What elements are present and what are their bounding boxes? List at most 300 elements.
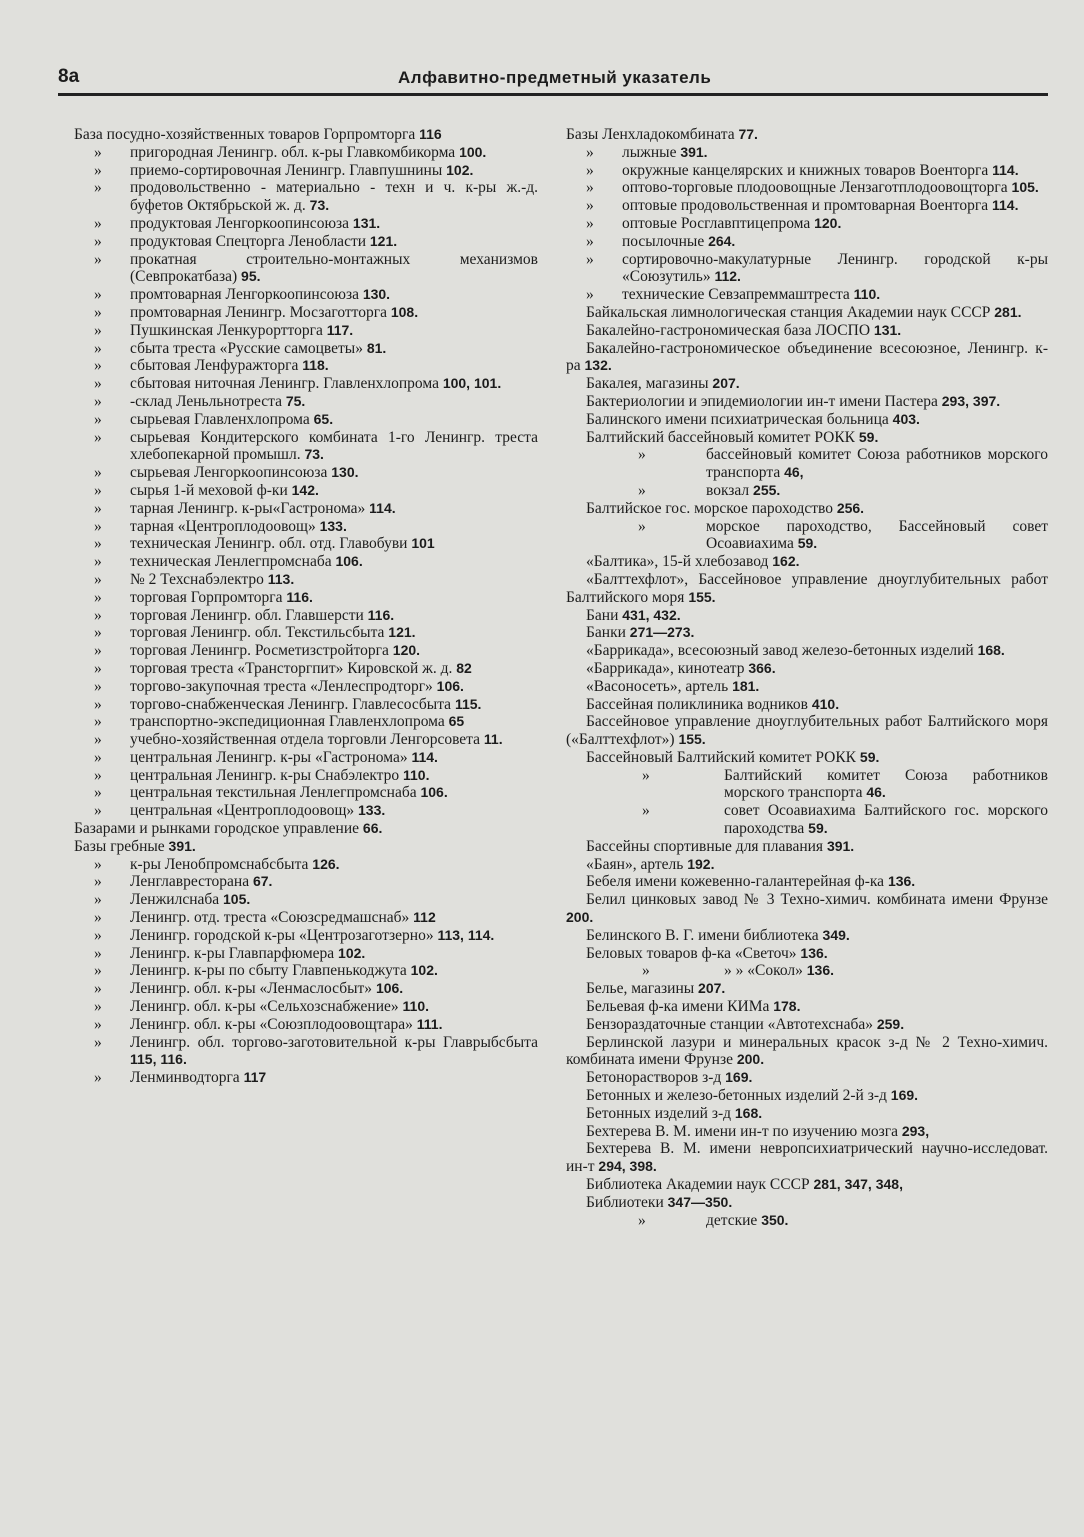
entry-text: Бебеля имени кожевенно-галантерейная ф-ка <box>586 873 888 891</box>
index-entry <box>74 553 538 571</box>
right-column <box>566 126 1048 1229</box>
entry-pages: 102. <box>338 944 366 961</box>
index-entry <box>74 767 538 785</box>
index-entry <box>74 873 538 891</box>
index-entry <box>74 411 538 429</box>
entry-text: приемо-сортировочная Ленингр. Главпушнины <box>130 161 447 179</box>
index-entry <box>566 233 1048 251</box>
entry-text: посылочные <box>622 232 709 250</box>
index-entry <box>74 1034 538 1070</box>
entry-pages: 271—273. <box>629 624 695 641</box>
entry-text: центральная Ленингр. к-ры «Гастронома» <box>130 748 412 766</box>
index-entry <box>74 962 538 980</box>
index-entry <box>74 1069 538 1087</box>
index-entry <box>566 251 1048 287</box>
entry-pages: 116 <box>419 126 442 142</box>
entry-text: Бакалейно-гастрономическая база ЛОСПО <box>586 321 874 339</box>
entry-text: морское пароходство, Бассейновый совет Осоавиахима <box>706 517 1048 553</box>
index-entry <box>566 1105 1048 1123</box>
entry-text: сбытовая Ленфуражторга <box>130 357 303 375</box>
entry-text: Базы гребные <box>74 837 169 855</box>
entry-pages: 155. <box>688 588 716 605</box>
entry-pages: 81. <box>366 339 387 356</box>
entry-pages: 130. <box>331 464 359 481</box>
index-entry <box>566 980 1048 998</box>
index-entry <box>74 500 538 518</box>
entry-text: вокзал <box>706 481 754 499</box>
entry-text: торгово-закупочная треста «Ленлеспродторг» <box>130 677 437 695</box>
index-entry <box>74 784 538 802</box>
index-entry <box>566 500 1048 518</box>
entry-text: Бетонных изделий з-д <box>586 1104 735 1122</box>
entry-pages: 115, 116. <box>130 1051 187 1068</box>
entry-pages: 100, 101. <box>442 375 502 392</box>
entry-text: Ленжилснаба <box>130 891 224 909</box>
entry-text: Библиотеки <box>586 1193 668 1211</box>
index-entry <box>74 233 538 251</box>
index-entry <box>74 322 538 340</box>
index-entry <box>74 642 538 660</box>
entry-pages: 294, 398. <box>598 1158 657 1175</box>
left-column <box>74 126 538 1087</box>
entry-pages: 169. <box>725 1069 753 1086</box>
entry-pages: 101 <box>411 535 435 552</box>
entry-text: оптово-торговые плодоовощные Лензаготплодоовощторга <box>622 179 1012 197</box>
entry-pages: 136. <box>806 962 834 979</box>
entry-pages: 116. <box>286 588 313 605</box>
entry-pages: 178. <box>773 998 801 1015</box>
page-number: 8а <box>58 66 80 87</box>
index-entry <box>74 945 538 963</box>
entry-pages: 181. <box>732 677 760 694</box>
index-entry <box>74 375 538 393</box>
entry-pages: 131. <box>352 214 381 231</box>
index-entry <box>566 607 1048 625</box>
entry-text: транспортно-экспедиционная Главленхлопрома <box>130 713 449 731</box>
index-entry <box>566 393 1048 411</box>
entry-pages: 100. <box>459 143 487 160</box>
index-entry <box>566 215 1048 233</box>
index-entry <box>566 518 1048 554</box>
index-entry <box>566 197 1048 215</box>
index-entry <box>74 535 538 553</box>
entry-text: Ленингр. к-ры по сбыту Главпенькоджута <box>130 962 411 980</box>
entry-text: промтоварная Ленгоркоопинсоюза <box>130 286 363 304</box>
entry-text: окружные канцелярских и книжных товаров Военторга <box>622 161 993 179</box>
index-entry <box>74 927 538 945</box>
entry-pages: 130. <box>362 286 391 303</box>
entry-pages: 142. <box>291 481 319 498</box>
entry-pages: 132. <box>584 357 612 374</box>
entry-text: Бассейны спортивные для плавания <box>586 837 827 855</box>
index-entry <box>566 749 1048 767</box>
index-entry <box>566 1123 1048 1141</box>
index-entry <box>74 482 538 500</box>
index-entry <box>74 144 538 162</box>
entry-text: Ленингр. обл. к-ры «Сельхозснабжение» <box>130 998 403 1016</box>
entry-text: Бетонорастворов з-д <box>586 1069 726 1087</box>
index-entry <box>566 1176 1048 1194</box>
entry-text: Байкальская лимнологическая станция Академии наук СССР <box>586 303 995 321</box>
entry-text: Ленингр. к-ры Главпарфюмера <box>130 944 339 962</box>
index-entry <box>566 571 1048 607</box>
entry-text: Бассейновый Балтийский комитет РОКК <box>586 748 860 766</box>
index-entry <box>74 731 538 749</box>
entry-text: № 2 Техснабэлектро <box>130 570 268 588</box>
entry-pages: 46, <box>784 464 804 481</box>
index-entry <box>74 696 538 714</box>
entry-text: торговая треста «Трансторгпит» Кировской ж. д. <box>130 659 457 677</box>
index-entry <box>566 162 1048 180</box>
entry-pages: 106. <box>375 980 404 997</box>
entry-text: Ленглавресторана <box>130 873 253 891</box>
entry-pages: 105. <box>223 891 251 908</box>
entry-text: Библиотека Академии наук СССР <box>586 1176 814 1194</box>
entry-pages: 75. <box>285 392 306 409</box>
index-entry <box>74 126 538 144</box>
entry-pages: 59. <box>808 820 828 837</box>
entry-text: «Васоносеть», артель <box>586 677 733 695</box>
index-entry <box>74 820 538 838</box>
entry-text: Базы Ленхладокомбината <box>566 126 739 143</box>
index-entry <box>566 891 1048 927</box>
index-entry <box>74 624 538 642</box>
index-entry <box>566 945 1048 963</box>
entry-pages: 115. <box>454 695 482 712</box>
entry-pages: 106. <box>420 784 448 801</box>
entry-text: сортировочно-макулатурные Ленингр. городской к-ры «Союзутиль» <box>622 250 1048 286</box>
index-entry <box>74 251 538 287</box>
entry-pages: 349. <box>822 926 850 943</box>
entry-text: Банки <box>586 624 630 642</box>
index-entry <box>74 678 538 696</box>
entry-text: продуктовая Спецторга Ленобласти <box>130 232 370 250</box>
entry-text: Белинского В. Г. имени библиотека <box>586 926 823 944</box>
entry-pages: 120. <box>814 214 842 231</box>
entry-pages: 110. <box>402 998 430 1015</box>
index-entry <box>566 962 1048 980</box>
index-entry <box>74 891 538 909</box>
entry-text: центральная «Центроплодоовощ» <box>130 802 359 820</box>
index-entry <box>74 393 538 411</box>
index-entry <box>74 980 538 998</box>
entry-pages: 391. <box>168 837 196 854</box>
entry-pages: 106. <box>436 677 464 694</box>
entry-pages: 162. <box>772 553 800 570</box>
entry-pages: 133. <box>319 517 347 534</box>
index-entry <box>74 357 538 375</box>
entry-text: промтоварная Ленингр. Мосзаготторга <box>130 303 391 321</box>
entry-pages: 117. <box>326 321 354 338</box>
entry-pages: 65. <box>313 410 334 427</box>
entry-text: » » «Сокол» <box>724 962 807 980</box>
index-entry <box>566 1140 1048 1176</box>
index-entry <box>566 678 1048 696</box>
entry-pages: 192. <box>687 855 715 872</box>
index-entry <box>566 322 1048 340</box>
index-entry <box>74 909 538 927</box>
entry-text: Бассейная поликлиника водников <box>586 695 812 713</box>
entry-text: Бассейновое управление дноуглубительных работ Балтийского моря («Балттехфлот») <box>566 713 1048 749</box>
index-entry <box>566 767 1048 803</box>
page-title: Алфавитно-предметный указатель <box>398 68 712 87</box>
entry-text: Ленингр. городской к-ры «Центрозаготзерно» <box>130 926 438 944</box>
entry-pages: 66. <box>362 820 383 837</box>
entry-pages: 259. <box>876 1015 905 1032</box>
entry-text: центральная Ленингр. к-ры Снабэлектро <box>130 766 403 784</box>
index-entry <box>566 713 1048 749</box>
index-entry <box>74 1016 538 1034</box>
entry-text: техническая Ленингр. обл. отд. Главобуви <box>130 535 412 553</box>
entry-text: «Баррикада», кинотеатр <box>586 659 749 677</box>
entry-text: сырьевая Кондитерского комбината 1-го Ленингр. треста хлебопекарной промышл. <box>130 428 538 464</box>
entry-text: центральная текстильная Ленлегпромснаба <box>130 784 421 802</box>
entry-pages: 121. <box>388 624 416 641</box>
index-entry <box>566 144 1048 162</box>
entry-text: Бакалея, магазины <box>586 375 713 393</box>
entry-text: Бехтерева В. М. имени ин-т по изучению мозга <box>586 1122 902 1140</box>
entry-pages: 281, 347, 348, <box>813 1176 903 1193</box>
entry-pages: 95. <box>241 268 261 285</box>
index-entry <box>74 162 538 180</box>
index-entry <box>74 856 538 874</box>
entry-pages: 110. <box>403 766 430 783</box>
entry-text: «Баян», артель <box>586 855 688 873</box>
index-entry <box>74 429 538 465</box>
entry-pages: 111. <box>416 1015 443 1032</box>
entry-text: Белил цинковых завод № 3 Техно-химич. комбината имени Фрунзе <box>586 891 1048 909</box>
index-entry <box>566 1034 1048 1070</box>
index-entry <box>566 927 1048 945</box>
entry-text: Бакалейно-гастрономическое объединение всесоюзное, Ленингр. к-ра <box>566 339 1048 375</box>
entry-pages: 403. <box>892 410 920 427</box>
page-header <box>58 66 1048 92</box>
entry-pages: 391. <box>826 837 855 854</box>
entry-text: пригородная Ленингр. обл. к-ры Главкомбикорма <box>130 143 460 161</box>
entry-text: «Балттехфлот», Бассейновое управление дноуглубительных работ Балтийского моря <box>566 570 1048 606</box>
entry-pages: 255. <box>753 481 781 498</box>
index-entry <box>566 1194 1048 1212</box>
entry-pages: 136. <box>800 944 828 961</box>
entry-text: Балтийский бассейновый комитет РОКК <box>586 428 859 446</box>
entry-pages: 102. <box>446 161 474 178</box>
entry-text: Бактериологии и эпидемиологии ин-т имени Пастера <box>586 392 942 410</box>
entry-text: прокатная строительно-монтажных механизмов (Севпрокатбаза) <box>130 250 538 286</box>
entry-text: бассейновый комитет Союза работников морского транспорта <box>706 446 1048 482</box>
entry-text: Ленминводторга <box>130 1069 244 1087</box>
index-entry <box>74 607 538 625</box>
entry-text: оптовые Росглавптицепрома <box>622 214 815 232</box>
index-entry <box>566 1016 1048 1034</box>
index-entry <box>74 179 538 215</box>
entry-pages: 46. <box>866 784 886 801</box>
entry-text: техническая Ленлегпромснаба <box>130 553 336 571</box>
entry-text: Бензораздаточные станции «Автотехснаба» <box>586 1015 877 1033</box>
entry-pages: 155. <box>678 731 706 748</box>
entry-text: детские <box>706 1211 762 1229</box>
index-entry <box>74 518 538 536</box>
index-entry <box>566 998 1048 1016</box>
entry-pages: 59. <box>858 428 879 445</box>
entry-text: сырья 1-й меховой ф-ки <box>130 481 292 499</box>
entry-text: Бельевая ф-ка имени КИМа <box>586 998 774 1016</box>
entry-text: учебно-хозяйственная отдела торговли Ленгорсовета <box>130 731 484 749</box>
index-entry <box>566 838 1048 856</box>
entry-text: сырьевая Ленгоркоопинсоюза <box>130 464 332 482</box>
entry-pages: 77. <box>738 126 758 142</box>
entry-text: Бехтерева В. М. имени невропсихиатрический научно-исследоват. ин-т <box>566 1140 1048 1176</box>
entry-pages: 73. <box>309 197 330 214</box>
entry-text: торговая Ленингр. Росметизстройторга <box>130 642 393 660</box>
entry-pages: 59. <box>859 748 880 765</box>
entry-text: продуктовая Ленгоркоопинсоюза <box>130 214 353 232</box>
index-entry <box>74 660 538 678</box>
index-entry <box>566 624 1048 642</box>
entry-pages: 168. <box>734 1104 763 1121</box>
index-entry <box>566 482 1048 500</box>
index-entry <box>566 642 1048 660</box>
entry-pages: 264. <box>708 232 736 249</box>
entry-pages: 121. <box>369 232 398 249</box>
entry-text: торгово-снабженческая Ленингр. Главлесосбыта <box>130 695 455 713</box>
index-entry <box>566 179 1048 197</box>
entry-pages: 117 <box>243 1069 267 1086</box>
entry-pages: 114. <box>992 197 1019 214</box>
index-entry <box>74 838 538 856</box>
entry-text: сырьевая Главленхлопрома <box>130 410 314 428</box>
entry-pages: 281. <box>994 303 1022 320</box>
header-rule <box>58 93 1048 96</box>
entry-text: технические Севзапреммаштреста <box>622 286 854 304</box>
entry-pages: 113. <box>267 570 295 587</box>
entry-text: Белье, магазины <box>586 980 699 998</box>
entry-text: «Баррикада», всесоюзный завод железо-бетонных изделий <box>586 642 978 660</box>
entry-text: Бетонных и железо-бетонных изделий 2-й з-д <box>586 1087 891 1105</box>
entry-pages: 168. <box>977 642 1005 659</box>
entry-pages: 133. <box>358 802 386 819</box>
entry-pages: 350. <box>761 1211 789 1228</box>
entry-text: сбыта треста «Русские самоцветы» <box>130 339 367 357</box>
entry-text: Беловых товаров ф-ка «Светоч» <box>586 944 801 962</box>
entry-pages: 110. <box>853 286 881 303</box>
index-entry <box>566 286 1048 304</box>
index-entry <box>566 856 1048 874</box>
entry-pages: 410. <box>811 695 840 712</box>
entry-pages: 256. <box>836 499 865 516</box>
entry-text: сбытовая ниточная Ленингр. Главленхлопрома <box>130 375 443 393</box>
index-entry <box>566 1212 1048 1230</box>
entry-text: торговая Ленингр. обл. Текстильсбыта <box>130 624 389 642</box>
index-entry <box>74 589 538 607</box>
entry-pages: 293, <box>901 1122 930 1139</box>
entry-text: торговая Ленингр. обл. Главшерсти <box>130 606 368 624</box>
entry-pages: 200. <box>566 909 594 926</box>
index-entry <box>566 429 1048 447</box>
entry-text: Пушкинская Ленкурортторга <box>130 321 327 339</box>
entry-pages: 169. <box>890 1087 919 1104</box>
index-entry <box>566 126 1048 144</box>
index-entry <box>74 340 538 358</box>
entry-pages: 65 <box>448 713 465 730</box>
index-entry <box>566 304 1048 322</box>
entry-pages: 82 <box>456 659 472 676</box>
index-entry <box>566 375 1048 393</box>
entry-pages: 67. <box>252 873 273 890</box>
entry-text: «Балтика», 15-й хлебозавод <box>586 553 773 571</box>
entry-pages: 11. <box>483 731 503 748</box>
index-entry <box>74 215 538 233</box>
entry-text: оптовые продовольственная и промтоварная Военторга <box>622 197 992 215</box>
entry-pages: 293, 397. <box>941 392 1001 409</box>
entry-pages: 391. <box>680 143 708 160</box>
index-entry <box>566 696 1048 714</box>
entry-pages: 106. <box>335 553 363 570</box>
entry-text: лыжные <box>622 143 681 161</box>
entry-text: Ленингр. обл. к-ры «Союзплодоовощтара» <box>130 1015 417 1033</box>
index-entry <box>566 873 1048 891</box>
entry-pages: 114. <box>411 748 438 765</box>
entry-pages: 120. <box>392 642 421 659</box>
entry-text: тарная Ленингр. к-ры«Гастронома» <box>130 499 370 517</box>
entry-text: Балинского имени психиатрическая больница <box>586 410 893 428</box>
entry-pages: 112. <box>714 268 741 285</box>
index-entry <box>74 464 538 482</box>
entry-pages: 207. <box>712 375 740 392</box>
entry-text: Ленингр. обл. к-ры «Ленмаслосбыт» <box>130 980 376 998</box>
entry-text: Балтийское гос. морское пароходство <box>586 499 837 517</box>
entry-pages: 200. <box>736 1051 765 1068</box>
index-entry <box>566 446 1048 482</box>
entry-pages: 114. <box>369 499 396 516</box>
index-entry <box>566 340 1048 376</box>
entry-text: тарная «Центроплодоовощ» <box>130 517 320 535</box>
entry-pages: 108. <box>390 303 419 320</box>
index-entry <box>74 998 538 1016</box>
index-entry <box>566 553 1048 571</box>
entry-text: Ленингр. отд. треста «Союзсредмашснаб» <box>130 909 414 927</box>
entry-pages: 102. <box>410 962 438 979</box>
entry-pages: 118. <box>302 357 329 374</box>
index-entry <box>566 1069 1048 1087</box>
entry-text: -склад Леньльнотреста <box>130 392 286 410</box>
entry-text: Бани <box>586 606 623 624</box>
index-entry <box>566 660 1048 678</box>
index-entry <box>566 411 1048 429</box>
entry-pages: 114. <box>992 161 1019 178</box>
index-entry <box>74 571 538 589</box>
entry-pages: 59. <box>797 535 818 552</box>
entry-text: Базарами и рынками городское управление <box>74 820 363 838</box>
index-entry <box>74 286 538 304</box>
entry-pages: 73. <box>304 446 324 463</box>
entry-text: к-ры Ленобпромснабсбыта <box>130 855 313 873</box>
entry-pages: 105. <box>1011 179 1039 196</box>
entry-pages: 126. <box>312 855 340 872</box>
index-entry <box>74 713 538 731</box>
entry-text: продовольственно - материально - техн и ч. к-ры ж.-д. буфетов Октябрьской ж. д. <box>130 179 538 215</box>
index-entry <box>566 802 1048 838</box>
entry-text: совет Осоавиахима Балтийского гос. морского пароходства <box>724 802 1048 838</box>
index-entry <box>74 802 538 820</box>
entry-text: Берлинской лазури и минеральных красок з-д № 2 Техно-химич. комбината имени Фрунзе <box>566 1033 1048 1069</box>
entry-text: База посудно-хозяйственных товаров Горпромторга <box>74 126 420 143</box>
entry-text: Балтийский комитет Союза работников морского транспорта <box>724 766 1048 802</box>
entry-pages: 116. <box>367 606 395 623</box>
entry-pages: 207. <box>698 980 726 997</box>
entry-pages: 112 <box>413 909 436 926</box>
entry-pages: 131. <box>873 321 902 338</box>
entry-pages: 366. <box>748 659 776 676</box>
